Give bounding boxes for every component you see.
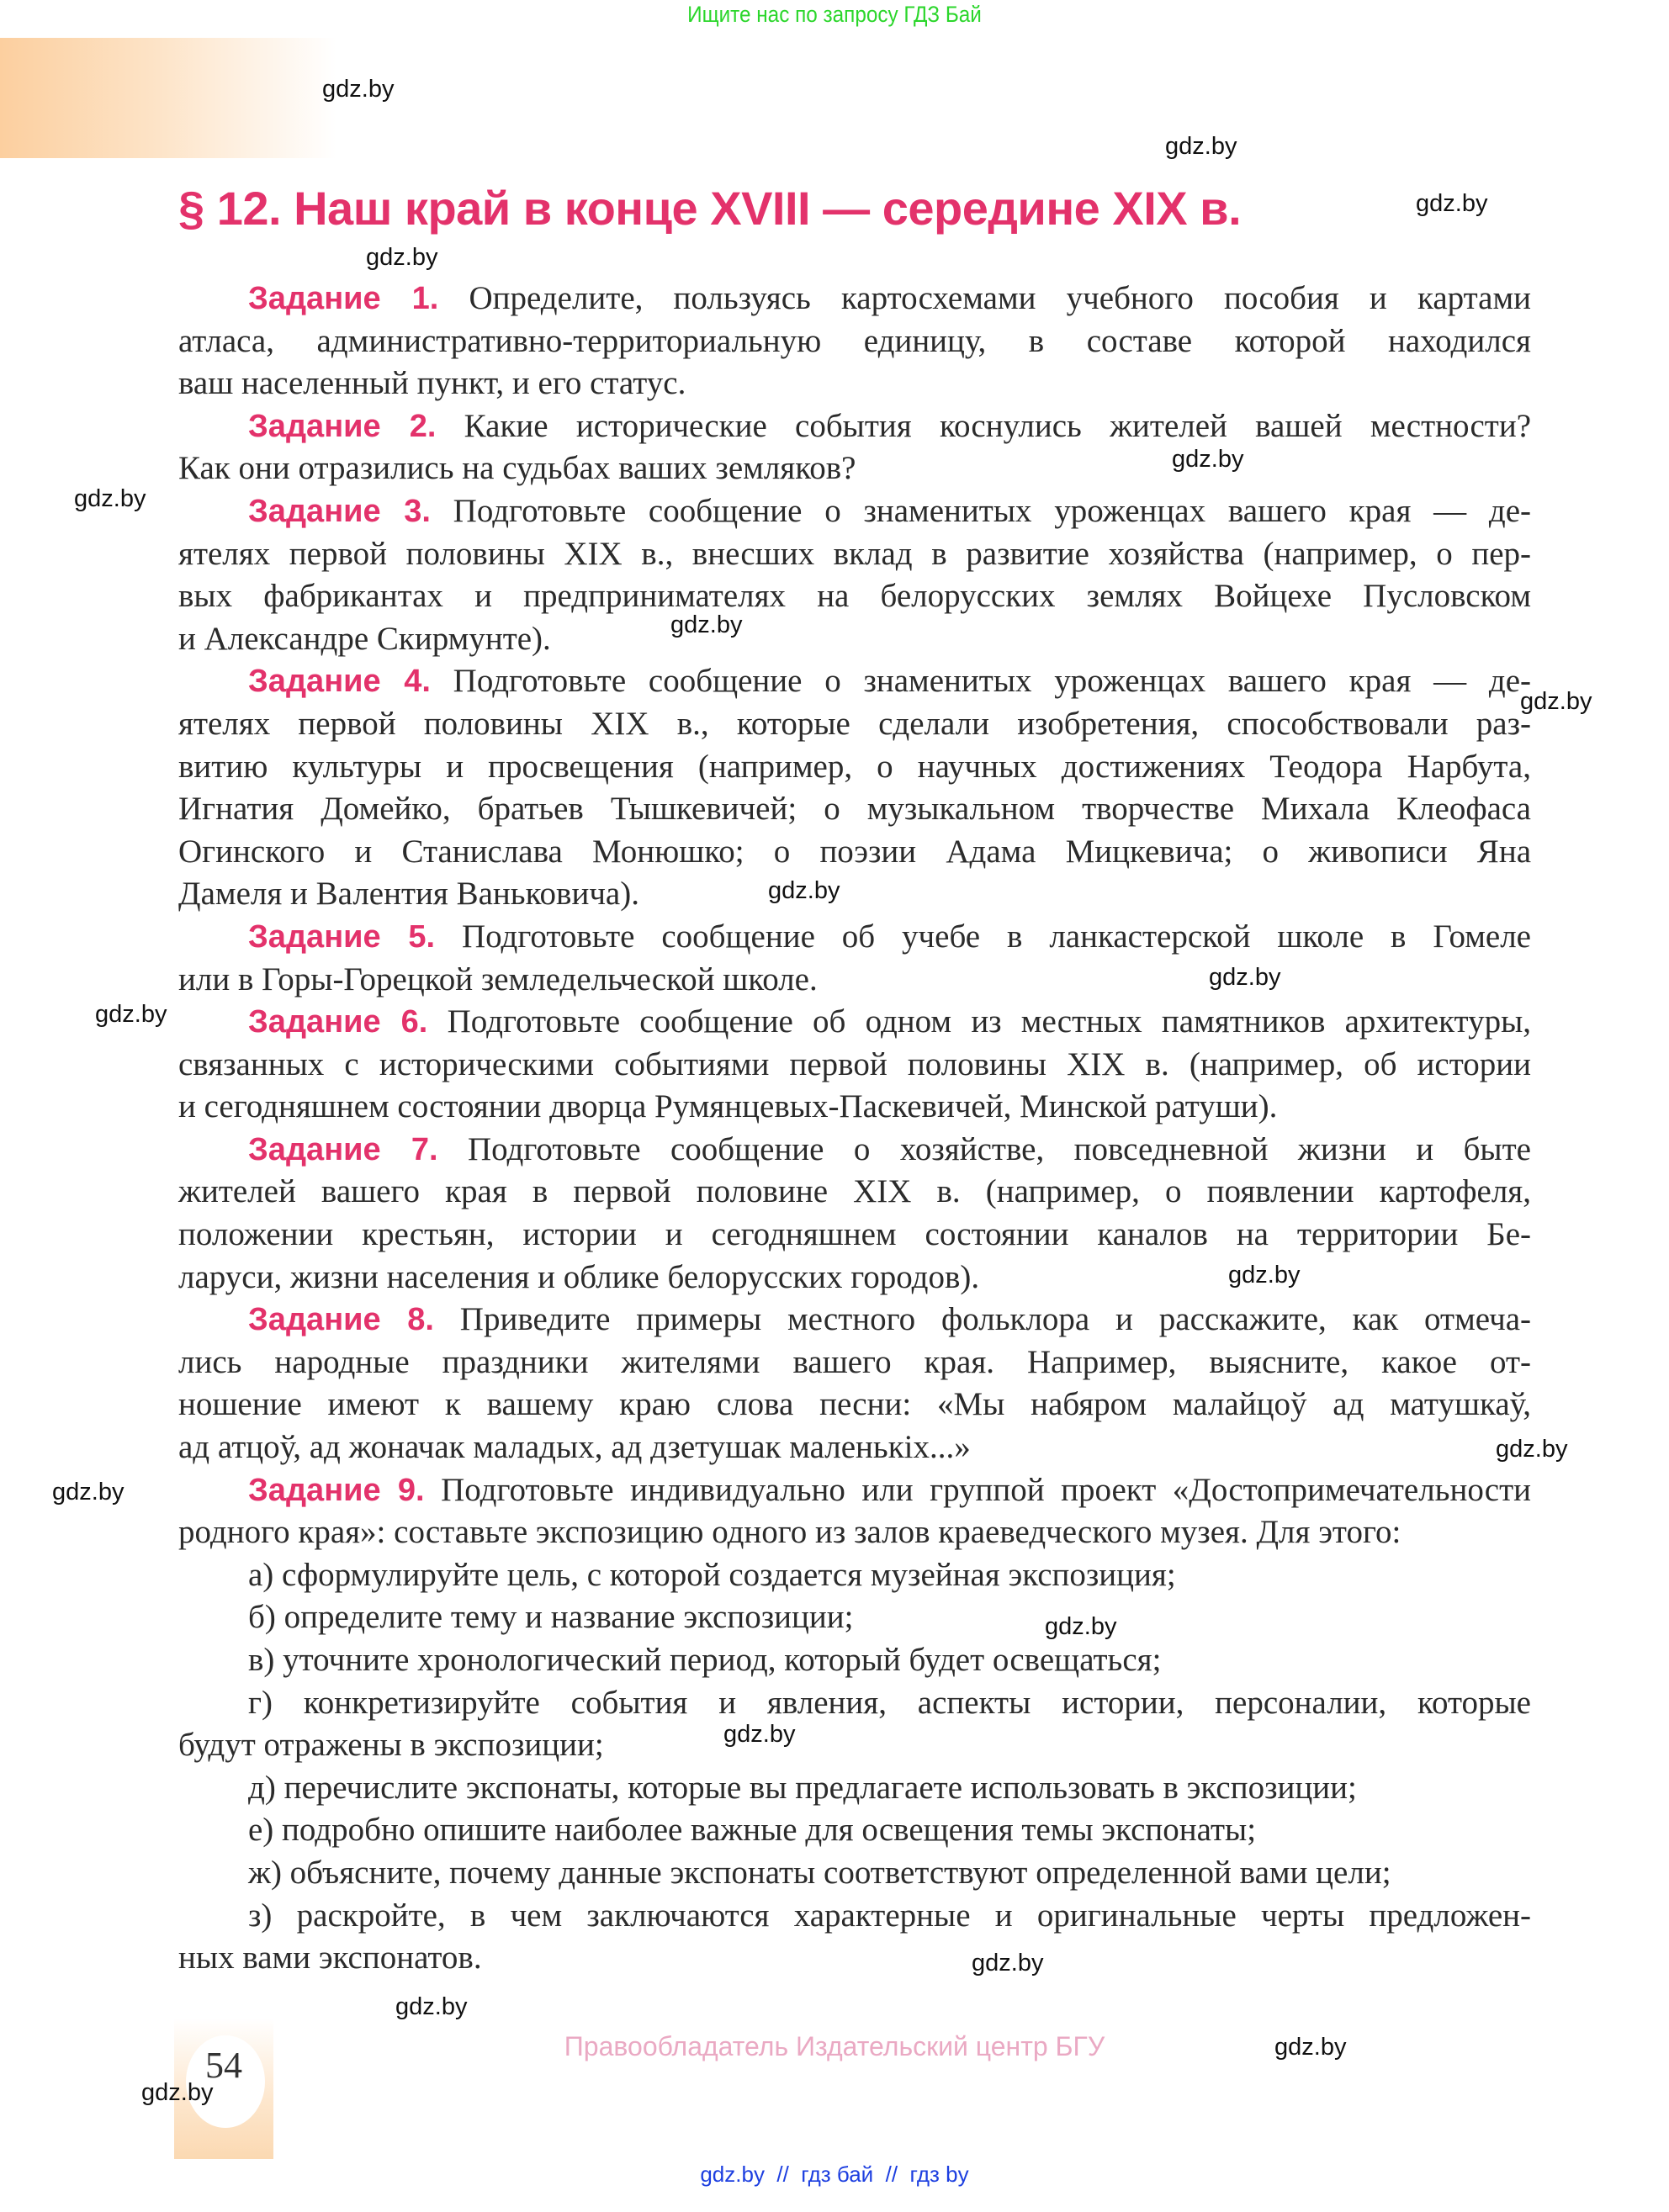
text-line [178, 959, 1531, 1002]
text-line [178, 660, 1531, 703]
task-label: Задание 9. [248, 1472, 425, 1508]
line-text: Огинского и Станислава Монюшко; о поэзии Адама Мицкевича; о живописи Яна [178, 833, 1531, 870]
text-line [178, 1341, 1531, 1384]
line-text: Какие исторические события коснулись жителей вашей местности? [464, 407, 1532, 444]
line-text: ларуси, жизни населения и облике белорусских городов). [178, 1258, 980, 1295]
text-line [178, 1511, 1531, 1554]
line-text: и сегодняшнем состоянии дворца Румянцевых-Паскевичей, Минской ратуши). [178, 1088, 1278, 1125]
text-line [178, 490, 1531, 533]
watermark: gdz.by [1209, 964, 1281, 991]
line-text: б) определите тему и название экспозиции; [248, 1599, 854, 1636]
text-line [178, 1001, 1531, 1044]
watermark: gdz.by [723, 1721, 796, 1748]
text-line [178, 746, 1531, 789]
text-line [178, 320, 1531, 363]
watermark: gdz.by [1416, 190, 1488, 217]
line-text: ятелях первой половины XIX в., которые сделали изобретения, способствовали раз- [178, 705, 1531, 742]
text-line [178, 447, 1531, 490]
watermark: gdz.by [395, 1993, 468, 2020]
watermark: gdz.by [141, 2079, 214, 2106]
text-line [178, 1299, 1531, 1341]
line-text: ваш населенный пункт, и его статус. [178, 365, 686, 402]
watermark: gdz.by [74, 485, 146, 512]
watermark: gdz.by [972, 1950, 1044, 1977]
watermark: gdz.by [322, 76, 395, 103]
text-line [178, 575, 1531, 618]
line-text: ж) объясните, почему данные экспонаты соответствуют определенной вами цели; [248, 1854, 1391, 1891]
text-line [178, 703, 1531, 746]
copyright-notice: Правообладатель Издательский центр БГУ [564, 2031, 1105, 2061]
text-line [178, 1852, 1531, 1895]
line-text: связанных с историческими событиями первой половины XIX в. (например, об истории [178, 1045, 1531, 1082]
text-line [178, 1384, 1531, 1426]
search-hint: Ищите нас по запросу ГДЗ Бай [687, 2, 982, 27]
line-text: Подготовьте индивидуально или группой проект «Достопримечательности [441, 1471, 1532, 1508]
line-text: Игнатия Домейко, братьев Тышкевичей; о музыкальном творчестве Михала Клеофаса [178, 791, 1531, 828]
line-text: будут отражены в экспозиции; [178, 1727, 604, 1764]
line-text: Определите, пользуясь картосхемами учебного пособия и картами [469, 280, 1531, 316]
line-text: Подготовьте сообщение о знаменитых уроженцах вашего края — де- [453, 663, 1532, 700]
line-text: д) перечислите экспонаты, которые вы предлагаете использовать в экспозиции; [248, 1769, 1357, 1806]
text-line [178, 1086, 1531, 1129]
footer-links[interactable]: gdz.by // гдз бай // гдз by [700, 2162, 969, 2187]
line-text: положении крестьян, истории и сегодняшнем состоянии каналов на территории Бе- [178, 1216, 1531, 1253]
line-text: атласа, административно-территориальную единицу, в составе которой находился [178, 322, 1531, 359]
line-text: лись народные праздники жителями вашего края. Например, выясните, какое от- [178, 1343, 1531, 1380]
line-text: з) раскройте, в чем заключаются характерные и оригинальные черты предложен- [248, 1897, 1531, 1934]
line-text: Подготовьте сообщение о хозяйстве, повседневной жизни и быте [468, 1130, 1531, 1167]
task-label: Задание 2. [248, 408, 437, 444]
line-text: Подготовьте сообщение о знаменитых уроженцах вашего края — де- [453, 492, 1532, 529]
task-label: Задание 8. [248, 1302, 434, 1338]
line-text: Приведите примеры местного фольклора и расскажите, как отмеча- [459, 1301, 1531, 1338]
watermark: gdz.by [95, 1001, 167, 1028]
task-label: Задание 1. [248, 281, 439, 316]
watermark: gdz.by [768, 877, 840, 904]
line-text: родного края»: составьте экспозицию одного из залов краеведческого музея. Для этого: [178, 1514, 1401, 1551]
line-text: жителей вашего края в первой половине XIX в. (например, о появлении картофеля, [178, 1173, 1531, 1210]
text-line [178, 1214, 1531, 1257]
line-text: Как они отразились на судьбах ваших земляков? [178, 450, 856, 487]
text-line [178, 1639, 1531, 1682]
text-line [178, 788, 1531, 831]
watermark: gdz.by [1172, 446, 1244, 473]
line-text: вых фабрикантах и предпринимателях на белорусских землях Войцехе Пусловском [178, 578, 1531, 615]
text-line [178, 916, 1531, 959]
watermark: gdz.by [1228, 1262, 1301, 1289]
watermark: gdz.by [1274, 2034, 1347, 2061]
tasks-body [178, 278, 1531, 1980]
text-line [178, 1044, 1531, 1087]
watermark: gdz.by [52, 1479, 125, 1506]
line-text: ных вами экспонатов. [178, 1939, 482, 1977]
text-line [178, 1426, 1531, 1469]
watermark: gdz.by [1045, 1613, 1117, 1640]
text-line [178, 618, 1531, 661]
text-line [178, 278, 1531, 320]
corner-decoration [0, 38, 336, 158]
text-line [178, 873, 1531, 916]
line-text: или в Горы-Горецкой земледельческой школе. [178, 960, 818, 998]
text-line [178, 1171, 1531, 1214]
text-line [178, 1809, 1531, 1852]
task-label: Задание 7. [248, 1131, 438, 1167]
text-line [178, 1596, 1531, 1639]
text-line [178, 533, 1531, 576]
line-text: витию культуры и просвещения (например, о научных достижениях Теодора Нарбута, [178, 748, 1531, 785]
text-line [178, 1469, 1531, 1512]
line-text: ятелях первой половины XIX в., внесших вклад в развитие хозяйства (например, о пер- [178, 535, 1531, 572]
task-label: Задание 5. [248, 918, 436, 955]
text-line [178, 1682, 1531, 1725]
page-title: § 12. Наш край в конце XVIII — середине XIX в. [178, 182, 1242, 235]
watermark: gdz.by [1520, 688, 1592, 715]
line-text: ношение имеют к вашему краю слова песни: «Мы набяром малайцоў ад матушкаў, [178, 1386, 1531, 1423]
line-text: ад атцоў, ад жоначак маладых, ад дзетушак маленькіх...» [178, 1429, 971, 1466]
line-text: в) уточните хронологический период, который будет освещаться; [248, 1642, 1162, 1678]
text-line [178, 1724, 1531, 1767]
page-number: 54 [205, 2045, 242, 2086]
task-label: Задание 3. [248, 493, 431, 529]
line-text: и Александре Скирмунте). [178, 620, 551, 657]
watermark: gdz.by [670, 611, 743, 638]
text-line [178, 362, 1531, 405]
line-text: Дамеля и Валентия Ваньковича). [178, 876, 639, 913]
line-text: е) подробно опишите наиболее важные для освещения темы экспонаты; [248, 1812, 1257, 1849]
line-text: Подготовьте сообщение об одном из местных памятников архитектуры, [447, 1003, 1532, 1040]
line-text: а) сформулируйте цель, с которой создается музейная экспозиция; [248, 1556, 1176, 1593]
task-label: Задание 6. [248, 1004, 428, 1040]
text-line [178, 1937, 1531, 1980]
line-text: г) конкретизируйте события и явления, аспекты истории, персоналии, которые [248, 1684, 1531, 1721]
watermark: gdz.by [1496, 1436, 1568, 1463]
task-label: Задание 4. [248, 664, 431, 700]
text-line [178, 405, 1531, 448]
text-line [178, 1257, 1531, 1299]
line-text: Подготовьте сообщение об учебе в ланкастерской школе в Гомеле [461, 918, 1531, 955]
text-line [178, 1129, 1531, 1172]
text-line [178, 1895, 1531, 1938]
watermark: gdz.by [1165, 133, 1237, 160]
text-line [178, 1554, 1531, 1597]
text-line [178, 1767, 1531, 1810]
watermark: gdz.by [366, 244, 438, 271]
text-line [178, 831, 1531, 874]
